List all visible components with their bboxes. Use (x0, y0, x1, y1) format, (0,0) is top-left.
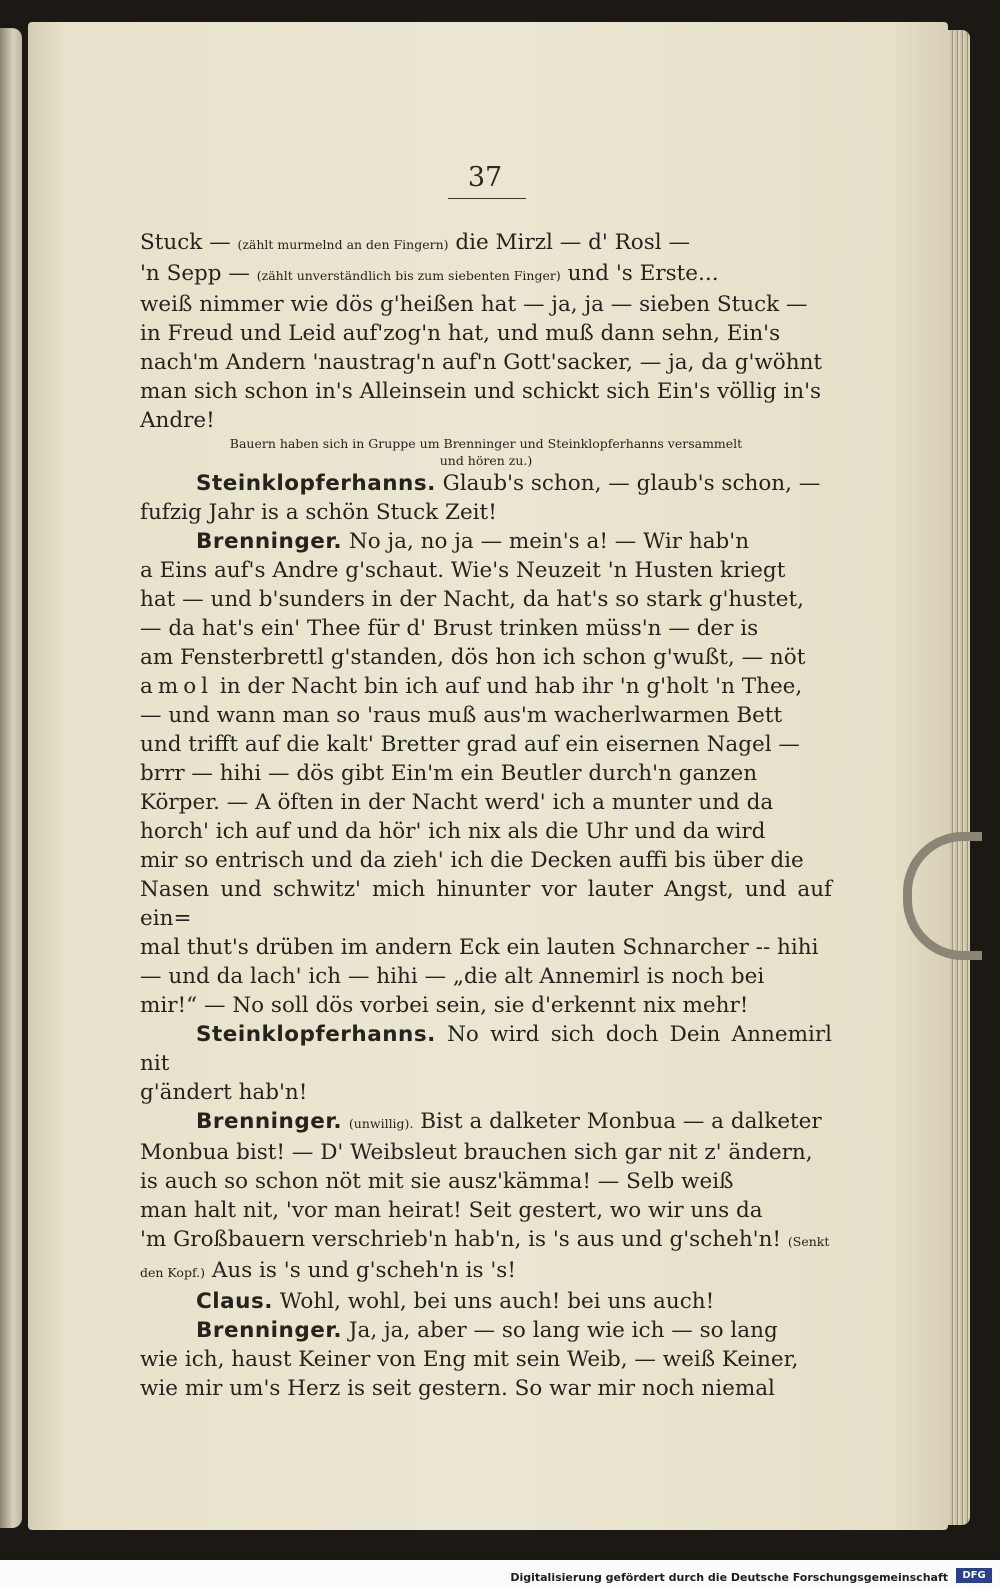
text-line: Stuck — (zählt murmelnd an den Fingern) die Mirzl — d' Rosl — (140, 230, 690, 255)
paragraph-2: Steinklopferhanns. Glaub's schon, — glaub's schon, — fufzig Jahr is a schön Stuck Zeit! (140, 471, 821, 525)
text-line: weiß nimmer wie dös g'heißen hat — ja, ja — sieben Stuck — (140, 292, 808, 317)
stage-direction: (zählt murmelnd an den Fingern) (237, 237, 449, 252)
text-line: nach'm Andern 'naustrag'n auf'n Gott'sacker, — ja, da g'wöhnt (140, 350, 823, 375)
stage-direction: (zählt unverständlich bis zum siebenten Finger) (256, 268, 561, 283)
paragraph-5: Brenninger. (unwillig). Bist a dalketer Monbua — a dalketer (196, 1109, 822, 1134)
speaker-name: Steinklopferhanns. (196, 1022, 436, 1047)
speaker-name: Brenninger. (196, 1109, 343, 1134)
dfg-logo-icon: DFG (956, 1568, 992, 1583)
paragraph-4: Steinklopferhanns. No wird sich doch Dein Annemirl nit g'ändert hab'n! (140, 1022, 832, 1105)
speaker-name: Brenninger. (196, 529, 343, 554)
text-line: in Freud und Leid auf'zog'n hat, und muß dann sehn, Ein's (140, 321, 781, 346)
paragraph-5-cont: Monbua bist! — D' Weibsleut brauchen sich gar nit z' ändern, is auch so schon nöt mit sie ausz'kämma! — Selb weiß man halt nit, 'vor man heirat! Seit gestert, wo wir uns da 'm Großbauern verschrieb'n hab'n, is 's aus und g'scheh'n! (Senkt den Kopf.) Aus is 's und g'scheh'n is 's! (140, 1140, 830, 1283)
page-text (140, 228, 832, 1403)
speaker-name: Claus. (196, 1289, 273, 1314)
footer-credit: Digitalisierung gefördert durch die Deutsche Forschungsgemeinschaft (510, 1571, 948, 1584)
paragraph-7-cont: wie ich, haust Keiner von Eng mit sein Weib, — weiß Keiner, wie mir um's Herz is seit gestern. So war mir noch niemal (140, 1347, 799, 1401)
paragraph-3-cont: a Eins auf's Andre g'schaut. Wie's Neuzeit 'n Husten kriegt hat — und b'sunders in der Nacht, da hat's so stark g'hustet, — da hat's ein' Thee für d' Brust trinken müss'n — der is am Fensterbrettl g'standen, dös hon ich schon g'wußt, — nöt amol in der Nacht bin ich auf und hab ihr 'n g'holt 'n Thee, — und wann man so 'raus muß aus'm wacherlwarmen Bett und trifft auf die kalt' Bretter grad auf ein eisernen Nagel — brrr — hihi — dös gibt Ein'm ein Beutler durch'n ganzen Körper. — A öften in der Nacht werd' ich a munter und da horch' ich auf und da hör' ich nix als die Uhr und da wird mir so entrisch und da zieh' ich die Decken auffi bis über die Nasen und schwitz' mich hinunter vor lauter Angst, und auf ein= mal thut's drüben im andern Eck ein lauten Schnarcher -- hihi — und da lach' ich — hihi — „die alt Annemirl is noch bei mir!“ — No soll dös vorbei sein, sie d'erkennt nix mehr! (140, 558, 832, 1018)
page-number-rule (448, 198, 526, 199)
paragraph-6: Claus. Wohl, wohl, bei uns auch! bei uns auch! (196, 1289, 715, 1314)
text-line: 'n Sepp — (zählt unverständlich bis zum siebenten Finger) und 's Erste... (140, 261, 719, 286)
text-line: man sich schon in's Alleinsein und schickt sich Ein's völlig in's (140, 379, 822, 404)
paragraph-3: Brenninger. No ja, no ja — mein's a! — Wir hab'n (196, 529, 750, 554)
paragraph-7: Brenninger. Ja, ja, aber — so lang wie ich — so lang (196, 1318, 778, 1343)
speaker-name: Brenninger. (196, 1318, 343, 1343)
left-page-edge (0, 28, 22, 1528)
paragraph-1 (140, 228, 832, 435)
stage-direction-block: Bauern haben sich in Gruppe um Brenninger und Steinklopferhanns versammelt und hören zu.) (229, 436, 743, 468)
text-line: Andre! (140, 408, 215, 433)
speaker-name: Steinklopferhanns. (196, 471, 436, 496)
page-number: 37 (467, 162, 503, 193)
